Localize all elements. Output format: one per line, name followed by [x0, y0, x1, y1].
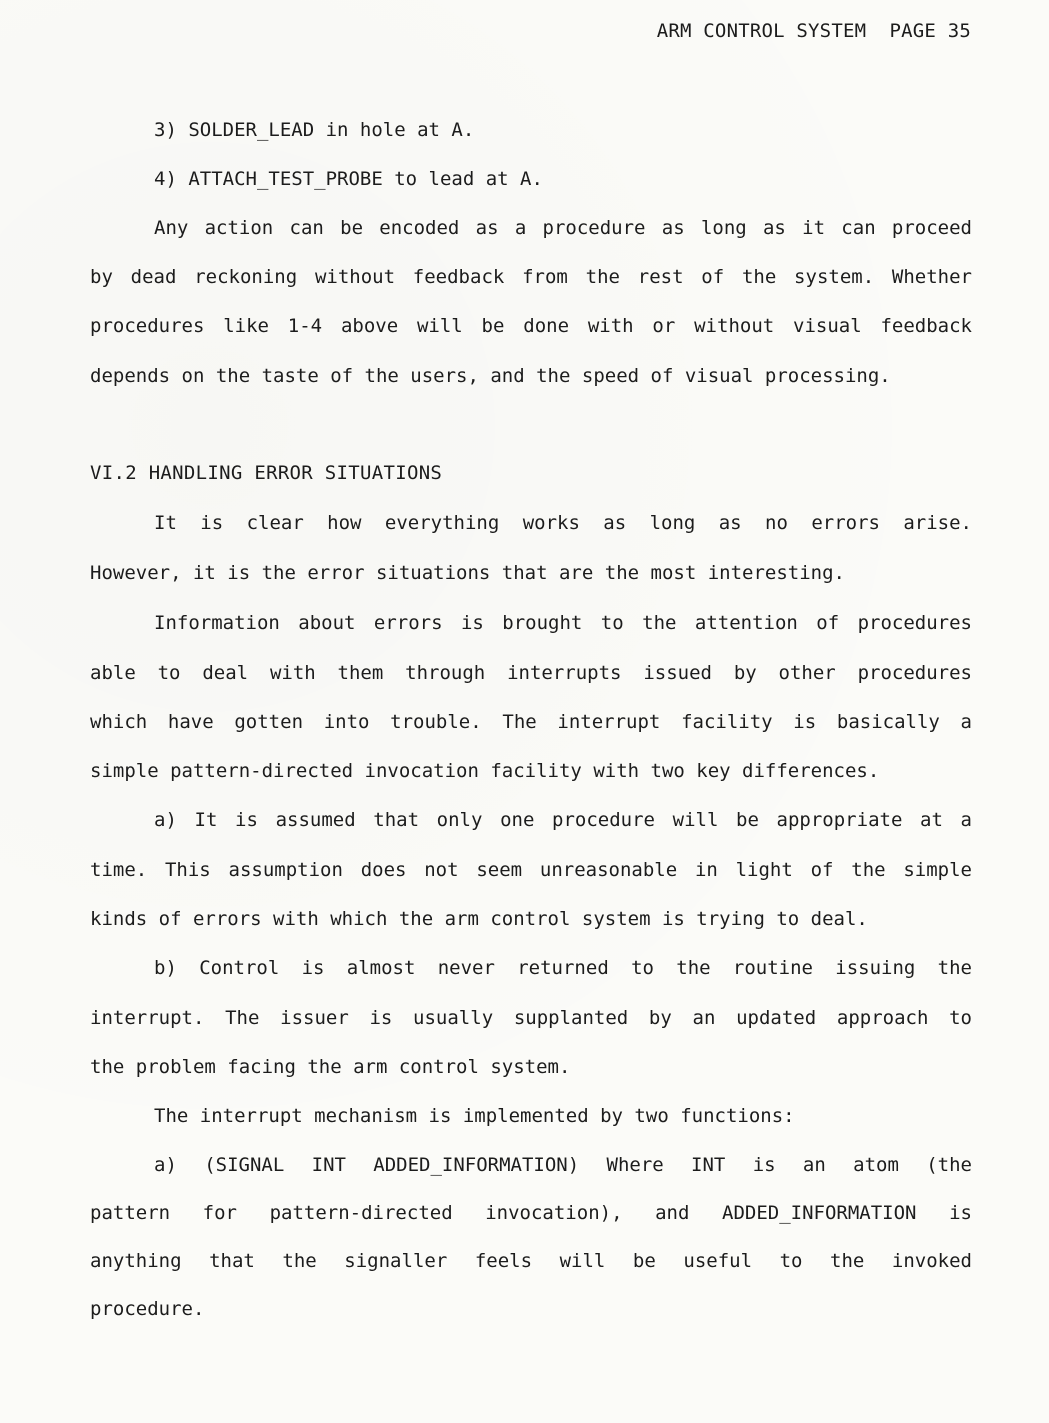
- paragraph-line: interrupt. The issuer is usually supplanted by an updated approach to: [90, 1007, 972, 1029]
- section-heading: VI.2 HANDLING ERROR SITUATIONS: [90, 462, 443, 484]
- paragraph-line: simple pattern-directed invocation facility with two key differences.: [90, 760, 880, 782]
- paragraph-line: able to deal with them through interrupts issued by other procedures: [90, 662, 972, 684]
- running-head: ARM CONTROL SYSTEM PAGE 35: [656, 20, 971, 42]
- list-item-4: 4) ATTACH_TEST_PROBE to lead at A.: [154, 168, 543, 190]
- paragraph-line: b) Control is almost never returned to the routine issuing the: [154, 957, 972, 979]
- paragraph-line: The interrupt mechanism is implemented by two functions:: [154, 1105, 795, 1127]
- paragraph-line: the problem facing the arm control system.: [90, 1056, 571, 1078]
- paragraph-line: kinds of errors with which the arm control system is trying to deal.: [90, 908, 868, 930]
- paragraph-line: anything that the signaller feels will be useful to the invoked: [90, 1250, 972, 1272]
- paragraph-line: a) (SIGNAL INT ADDED_INFORMATION) Where INT is an atom (the: [154, 1154, 972, 1176]
- paragraph-line: It is clear how everything works as long as no errors arise.: [154, 512, 972, 534]
- paragraph-line: Any action can be encoded as a procedure as long as it can proceed: [154, 217, 972, 239]
- list-item-3: 3) SOLDER_LEAD in hole at A.: [154, 119, 475, 141]
- paragraph-line: Information about errors is brought to the attention of procedures: [154, 612, 972, 634]
- paragraph-line: pattern for pattern-directed invocation), and ADDED_INFORMATION is: [90, 1202, 972, 1224]
- paragraph-line: by dead reckoning without feedback from the rest of the system. Whether: [90, 266, 972, 288]
- paragraph-line: procedures like 1-4 above will be done with or without visual feedback: [90, 315, 972, 337]
- paragraph-line: procedure.: [90, 1298, 205, 1320]
- paragraph-line: time. This assumption does not seem unreasonable in light of the simple: [90, 859, 972, 881]
- paragraph-line: However, it is the error situations that are the most interesting.: [90, 562, 845, 584]
- paragraph-line: which have gotten into trouble. The interrupt facility is basically a: [90, 711, 972, 733]
- paragraph-line: depends on the taste of the users, and the speed of visual processing.: [90, 365, 891, 387]
- paragraph-line: a) It is assumed that only one procedure will be appropriate at a: [154, 809, 972, 831]
